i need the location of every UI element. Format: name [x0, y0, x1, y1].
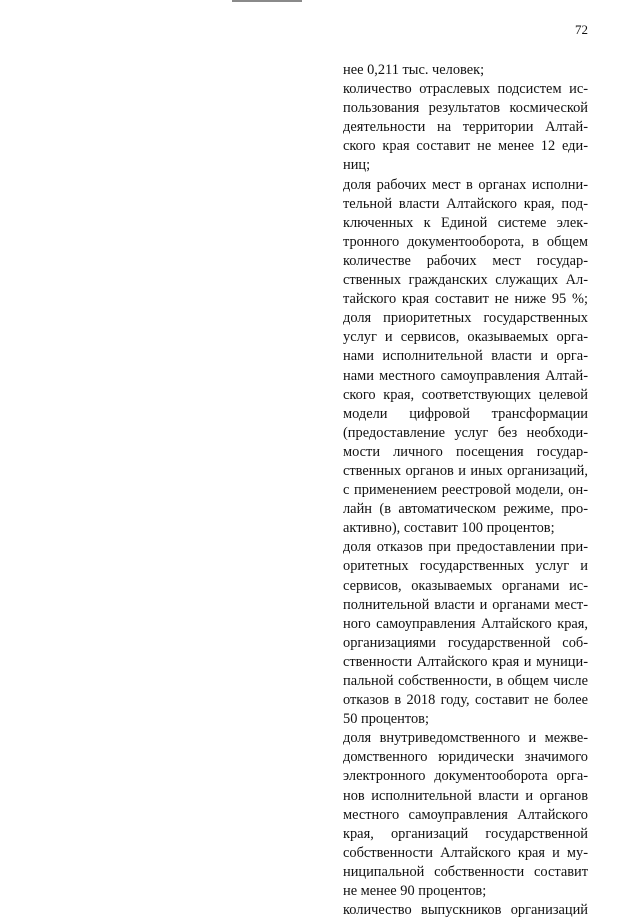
text-line: отказов в 2018 году, составит не более [343, 692, 588, 709]
text-line: лайн (в автоматическом режиме, про- [343, 501, 588, 518]
text-line: сервисов, оказываемых органами ис- [343, 577, 588, 594]
text-line: не менее 90 процентов; [343, 883, 487, 900]
text-line: доля отказов при предоставлении при- [343, 539, 588, 556]
text-line: с применением реестровой модели, он- [343, 482, 588, 499]
text-line: количество отраслевых подсистем ис- [343, 81, 588, 98]
text-line: количестве рабочих мест государ- [343, 252, 588, 269]
text-line: (предоставление услуг без необходи- [343, 424, 588, 441]
text-line: края, организаций государственной [343, 825, 588, 842]
text-line: ственных гражданских служащих Ал- [343, 272, 588, 289]
text-line: модели цифровой трансформации [343, 405, 588, 422]
text-line: ного самоуправления Алтайского края, [343, 615, 588, 632]
text-line: электронного документооборота орга- [343, 768, 588, 785]
text-line: собственности Алтайского края и му- [343, 844, 588, 861]
text-line: тельной власти Алтайского края, под- [343, 195, 588, 212]
text-line: пользования результатов космической [343, 100, 588, 117]
text-line: доля приоритетных государственных [343, 310, 588, 327]
text-line: услуг и сервисов, оказываемых орга- [343, 329, 588, 346]
text-line: организациями государственной соб- [343, 634, 588, 651]
text-line: доля внутриведомственного и межве- [343, 730, 588, 747]
text-line: местного самоуправления Алтайского [343, 806, 588, 823]
text-line: ского края составит не менее 12 еди- [343, 138, 588, 155]
top-edge-rule [232, 0, 302, 2]
text-line: ниципальной собственности составит [343, 863, 588, 880]
text-line: ниц; [343, 157, 371, 174]
text-line: нов исполнительной власти и органов [343, 787, 588, 804]
text-line: деятельности на территории Алтай- [343, 119, 588, 136]
text-line: активно), составит 100 процентов; [343, 520, 555, 537]
text-line: ского края, соответствующих целевой [343, 386, 588, 403]
text-line: нами местного самоуправления Алтай- [343, 367, 588, 384]
text-line: ственных органов и иных организаций, [343, 462, 588, 479]
text-line: тронного документооборота, в общем [343, 233, 588, 250]
text-line: тайского края составит не ниже 95 %; [343, 291, 588, 308]
text-line: нее 0,211 тыс. человек; [343, 62, 485, 78]
page-number: 72 [575, 22, 588, 37]
text-line: доля рабочих мест в органах исполни- [343, 176, 588, 193]
text-line: мости личного посещения государ- [343, 443, 588, 460]
document-text-column [343, 61, 588, 920]
text-line: полнительной власти и органами мест- [343, 596, 588, 613]
text-line: нами исполнительной власти и орга- [343, 348, 588, 365]
text-line: ключенных к Единой системе элек- [343, 214, 588, 231]
text-line: ственности Алтайского края и муници- [343, 653, 588, 670]
text-line: оритетных государственных услуг и [343, 558, 588, 575]
text-line: пальной собственности, в общем числе [343, 673, 588, 689]
text-line: количество выпускников организаций [343, 902, 588, 919]
text-line: домственного юридически значимого [343, 749, 588, 766]
text-line: 50 процентов; [343, 711, 429, 728]
